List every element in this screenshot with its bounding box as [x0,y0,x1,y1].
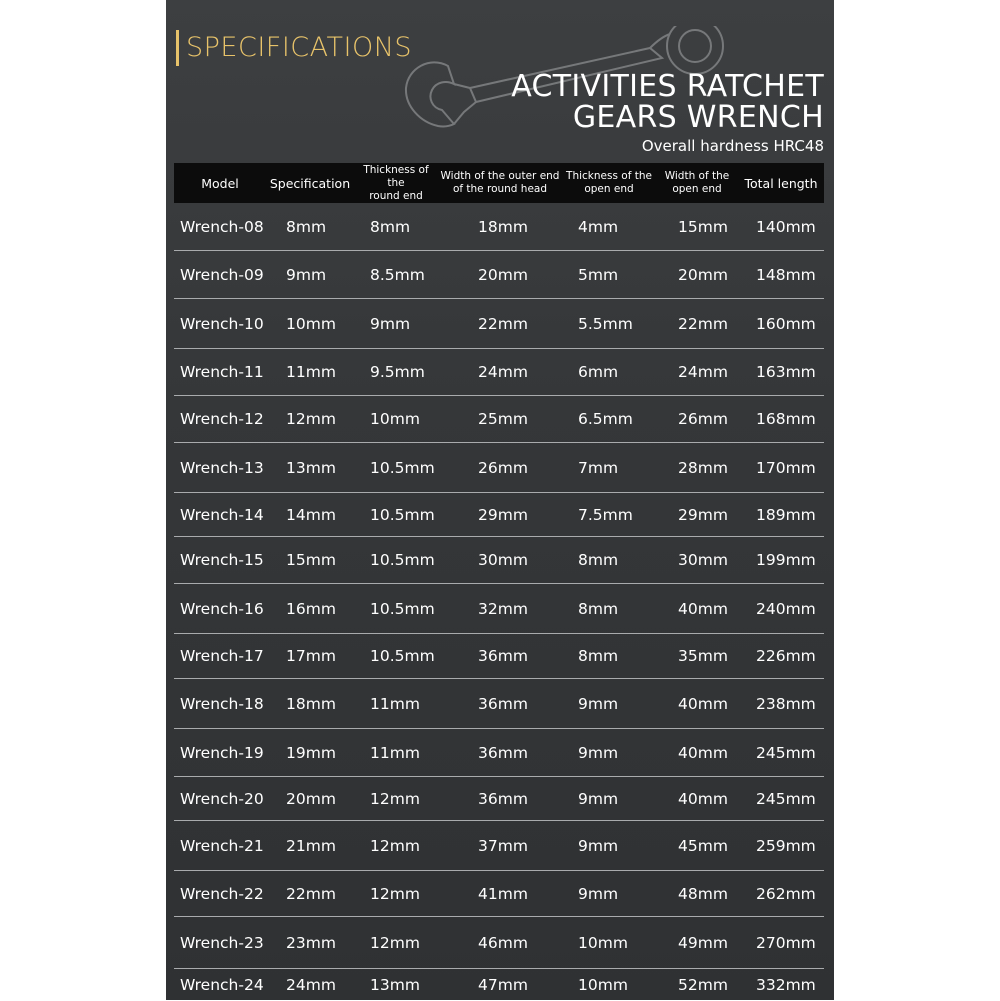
cell-total-length: 262mm [756,884,816,903]
cell-round-thickness: 10.5mm [370,458,435,477]
cell-open-width: 40mm [678,694,728,713]
cell-open-thickness: 4mm [578,217,619,236]
table-row [174,537,824,584]
cell-total-length: 148mm [756,265,816,284]
cell-round-thickness: 8mm [370,217,411,236]
table-row [174,443,824,493]
cell-specification: 13mm [286,458,336,477]
cell-round-thickness: 10mm [370,410,420,428]
cell-model: Wrench-17 [180,647,264,665]
table-row [174,969,824,1001]
table-row [174,203,824,251]
cell-open-width: 28mm [678,458,728,477]
cell-model: Wrench-10 [180,314,264,333]
cell-total-length: 245mm [756,743,816,762]
cell-round-width: 22mm [478,314,528,333]
cell-open-thickness: 9mm [578,743,619,762]
cell-round-width: 25mm [478,410,528,428]
cell-round-thickness: 12mm [370,789,420,808]
cell-round-thickness: 12mm [370,933,420,952]
cell-round-width: 30mm [478,551,528,569]
cell-specification: 22mm [286,884,336,903]
column-header-specification: Specification [269,175,351,191]
cell-total-length: 240mm [756,599,816,618]
column-header-total-length: Total length [744,175,818,191]
cell-total-length: 259mm [756,836,816,855]
cell-open-width: 49mm [678,933,728,952]
cell-round-thickness: 10.5mm [370,551,435,569]
cell-open-thickness: 10mm [578,933,628,952]
cell-open-width: 22mm [678,314,728,333]
column-header-round-thickness: Thickness of the round end [363,163,429,202]
cell-round-thickness: 12mm [370,884,420,903]
table-row [174,634,824,679]
cell-specification: 17mm [286,647,336,665]
cell-round-thickness: 8.5mm [370,265,425,284]
cell-open-thickness: 5mm [578,265,619,284]
cell-model: Wrench-18 [180,694,264,713]
cell-open-width: 24mm [678,363,728,381]
table-header [174,163,824,203]
cell-specification: 21mm [286,836,336,855]
cell-open-thickness: 9mm [578,884,619,903]
cell-model: Wrench-12 [180,410,264,428]
cell-open-thickness: 6mm [578,363,619,381]
table-row [174,917,824,969]
cell-specification: 16mm [286,599,336,618]
cell-model: Wrench-16 [180,599,264,618]
cell-model: Wrench-20 [180,789,264,808]
cell-model: Wrench-11 [180,363,264,381]
cell-model: Wrench-24 [180,976,264,994]
cell-open-width: 15mm [678,217,728,236]
cell-round-width: 47mm [478,976,528,994]
cell-specification: 9mm [286,265,327,284]
cell-open-thickness: 7.5mm [578,505,633,524]
cell-total-length: 140mm [756,217,816,236]
cell-open-thickness: 8mm [578,551,619,569]
cell-round-width: 32mm [478,599,528,618]
cell-total-length: 160mm [756,314,816,333]
cell-model: Wrench-15 [180,551,264,569]
cell-open-thickness: 9mm [578,694,619,713]
cell-specification: 8mm [286,217,327,236]
cell-open-width: 45mm [678,836,728,855]
cell-round-width: 26mm [478,458,528,477]
cell-open-thickness: 5.5mm [578,314,633,333]
cell-specification: 14mm [286,505,336,524]
column-header-round-width: Width of the outer end of the round head [440,170,560,195]
cell-round-thickness: 9.5mm [370,363,425,381]
cell-open-width: 20mm [678,265,728,284]
cell-total-length: 168mm [756,410,816,428]
table-row [174,251,824,299]
cell-round-thickness: 10.5mm [370,505,435,524]
cell-specification: 12mm [286,410,336,428]
cell-round-width: 36mm [478,789,528,808]
title-accent-bar [176,30,179,66]
cell-model: Wrench-13 [180,458,264,477]
cell-open-width: 35mm [678,647,728,665]
cell-specification: 11mm [286,363,336,381]
cell-specification: 24mm [286,976,336,994]
cell-open-thickness: 8mm [578,599,619,618]
spec-table [174,163,824,1001]
cell-round-width: 46mm [478,933,528,952]
cell-round-width: 36mm [478,647,528,665]
cell-open-width: 52mm [678,976,728,994]
cell-open-width: 40mm [678,743,728,762]
cell-model: Wrench-22 [180,884,264,903]
cell-open-width: 30mm [678,551,728,569]
cell-round-width: 36mm [478,694,528,713]
cell-total-length: 189mm [756,505,816,524]
cell-total-length: 163mm [756,363,816,381]
cell-open-width: 40mm [678,789,728,808]
cell-round-width: 18mm [478,217,528,236]
table-row [174,299,824,349]
table-row [174,584,824,634]
table-row [174,871,824,917]
table-row [174,349,824,396]
cell-total-length: 226mm [756,647,816,665]
cell-open-thickness: 9mm [578,789,619,808]
column-header-model: Model [201,175,239,191]
cell-total-length: 170mm [756,458,816,477]
cell-open-thickness: 7mm [578,458,619,477]
cell-open-width: 40mm [678,599,728,618]
cell-specification: 23mm [286,933,336,952]
cell-model: Wrench-23 [180,933,264,952]
table-row [174,821,824,871]
cell-model: Wrench-08 [180,217,264,236]
cell-round-width: 36mm [478,743,528,762]
product-heading-line1: ACTIVITIES RATCHET [511,69,824,104]
cell-round-width: 24mm [478,363,528,381]
cell-specification: 10mm [286,314,336,333]
cell-open-width: 26mm [678,410,728,428]
table-row [174,729,824,777]
cell-open-thickness: 10mm [578,976,628,994]
cell-total-length: 332mm [756,976,816,994]
cell-model: Wrench-14 [180,505,264,524]
cell-specification: 15mm [286,551,336,569]
cell-round-width: 37mm [478,836,528,855]
cell-total-length: 270mm [756,933,816,952]
cell-open-width: 29mm [678,505,728,524]
cell-open-thickness: 6.5mm [578,410,633,428]
cell-total-length: 199mm [756,551,816,569]
cell-open-width: 48mm [678,884,728,903]
cell-total-length: 245mm [756,789,816,808]
cell-round-thickness: 10.5mm [370,647,435,665]
cell-model: Wrench-21 [180,836,264,855]
table-row [174,679,824,729]
product-heading-line2: GEARS WRENCH [572,100,824,135]
cell-round-thickness: 11mm [370,743,420,762]
cell-round-thickness: 13mm [370,976,420,994]
table-row [174,396,824,443]
cell-model: Wrench-09 [180,265,264,284]
cell-total-length: 238mm [756,694,816,713]
cell-open-thickness: 9mm [578,836,619,855]
cell-open-thickness: 8mm [578,647,619,665]
hardness-note: Overall hardness HRC48 [641,137,824,155]
cell-round-width: 20mm [478,265,528,284]
cell-round-width: 41mm [478,884,528,903]
column-header-open-thickness: Thickness of the open end [566,170,652,195]
column-header-open-width: Width of the open end [664,170,730,195]
cell-round-thickness: 9mm [370,314,411,333]
table-body [174,203,824,1001]
section-title: SPECIFICATIONS [186,32,413,63]
cell-model: Wrench-19 [180,743,264,762]
cell-specification: 18mm [286,694,336,713]
table-row [174,493,824,537]
cell-round-thickness: 11mm [370,694,420,713]
cell-round-width: 29mm [478,505,528,524]
cell-specification: 19mm [286,743,336,762]
table-row [174,777,824,821]
cell-specification: 20mm [286,789,336,808]
cell-round-thickness: 12mm [370,836,420,855]
cell-round-thickness: 10.5mm [370,599,435,618]
